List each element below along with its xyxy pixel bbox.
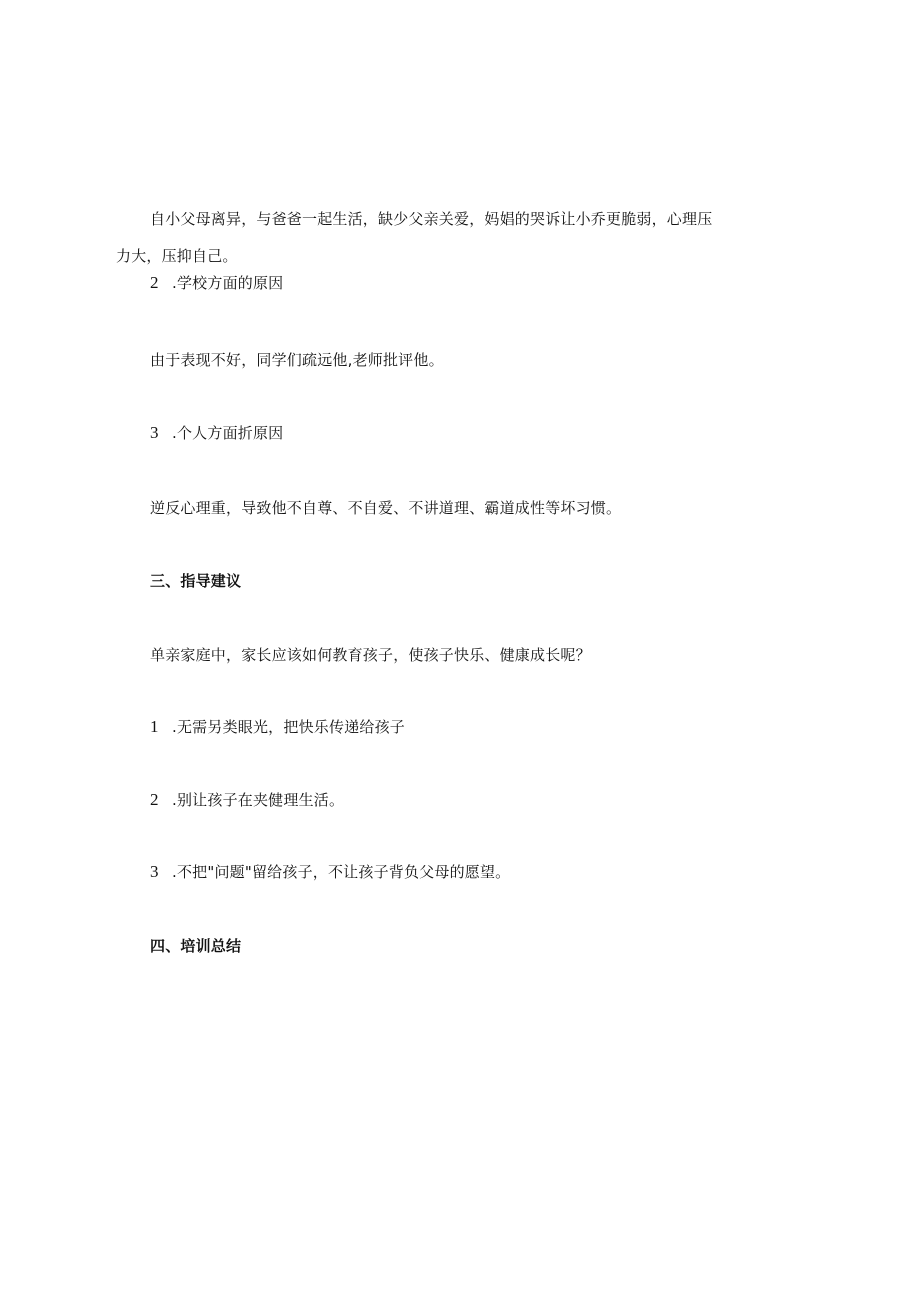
list-item-text: .不把"问题"留给孩子，不让孩子背负父母的愿望。 [172, 863, 511, 881]
suggestion-item-2 [150, 790, 344, 810]
suggestion-item-3 [150, 862, 510, 882]
section-heading-summary: 四、培训总结 [150, 937, 242, 955]
personal-reason-heading [150, 423, 283, 443]
list-number: 2 [150, 790, 159, 809]
list-item-text: .个人方面折原因 [172, 424, 284, 442]
suggestion-item-1 [150, 717, 405, 737]
school-reason-body: 由于表现不好，同学们疏远他,老师批评他。 [150, 351, 444, 369]
list-number: 2 [150, 273, 159, 292]
list-item-text: .无需另类眼光，把快乐传递给孩子 [172, 718, 405, 736]
list-item-text: .学校方面的原因 [172, 274, 284, 292]
guidance-intro-paragraph: 单亲家庭中，家长应该如何教育孩子，使孩子快乐、健康成长呢？ [150, 646, 591, 664]
list-number: 3 [150, 423, 159, 442]
personal-reason-body: 逆反心理重，导致他不自尊、不自爱、不讲道理、霸道成性等坏习惯。 [150, 499, 622, 517]
school-reason-heading [150, 273, 283, 293]
family-reason-paragraph-line1: 自小父母离异，与爸爸一起生活，缺少父亲关爱，妈娼的哭诉让小乔更脆弱，心理压 [150, 210, 713, 228]
list-number: 3 [150, 862, 159, 881]
section-heading-guidance: 三、指导建议 [150, 572, 242, 590]
list-number: 1 [150, 717, 159, 736]
family-reason-paragraph-line2: 力大，压抑自己。 [116, 247, 238, 265]
list-item-text: .别让孩子在夹健理生活。 [172, 791, 345, 809]
